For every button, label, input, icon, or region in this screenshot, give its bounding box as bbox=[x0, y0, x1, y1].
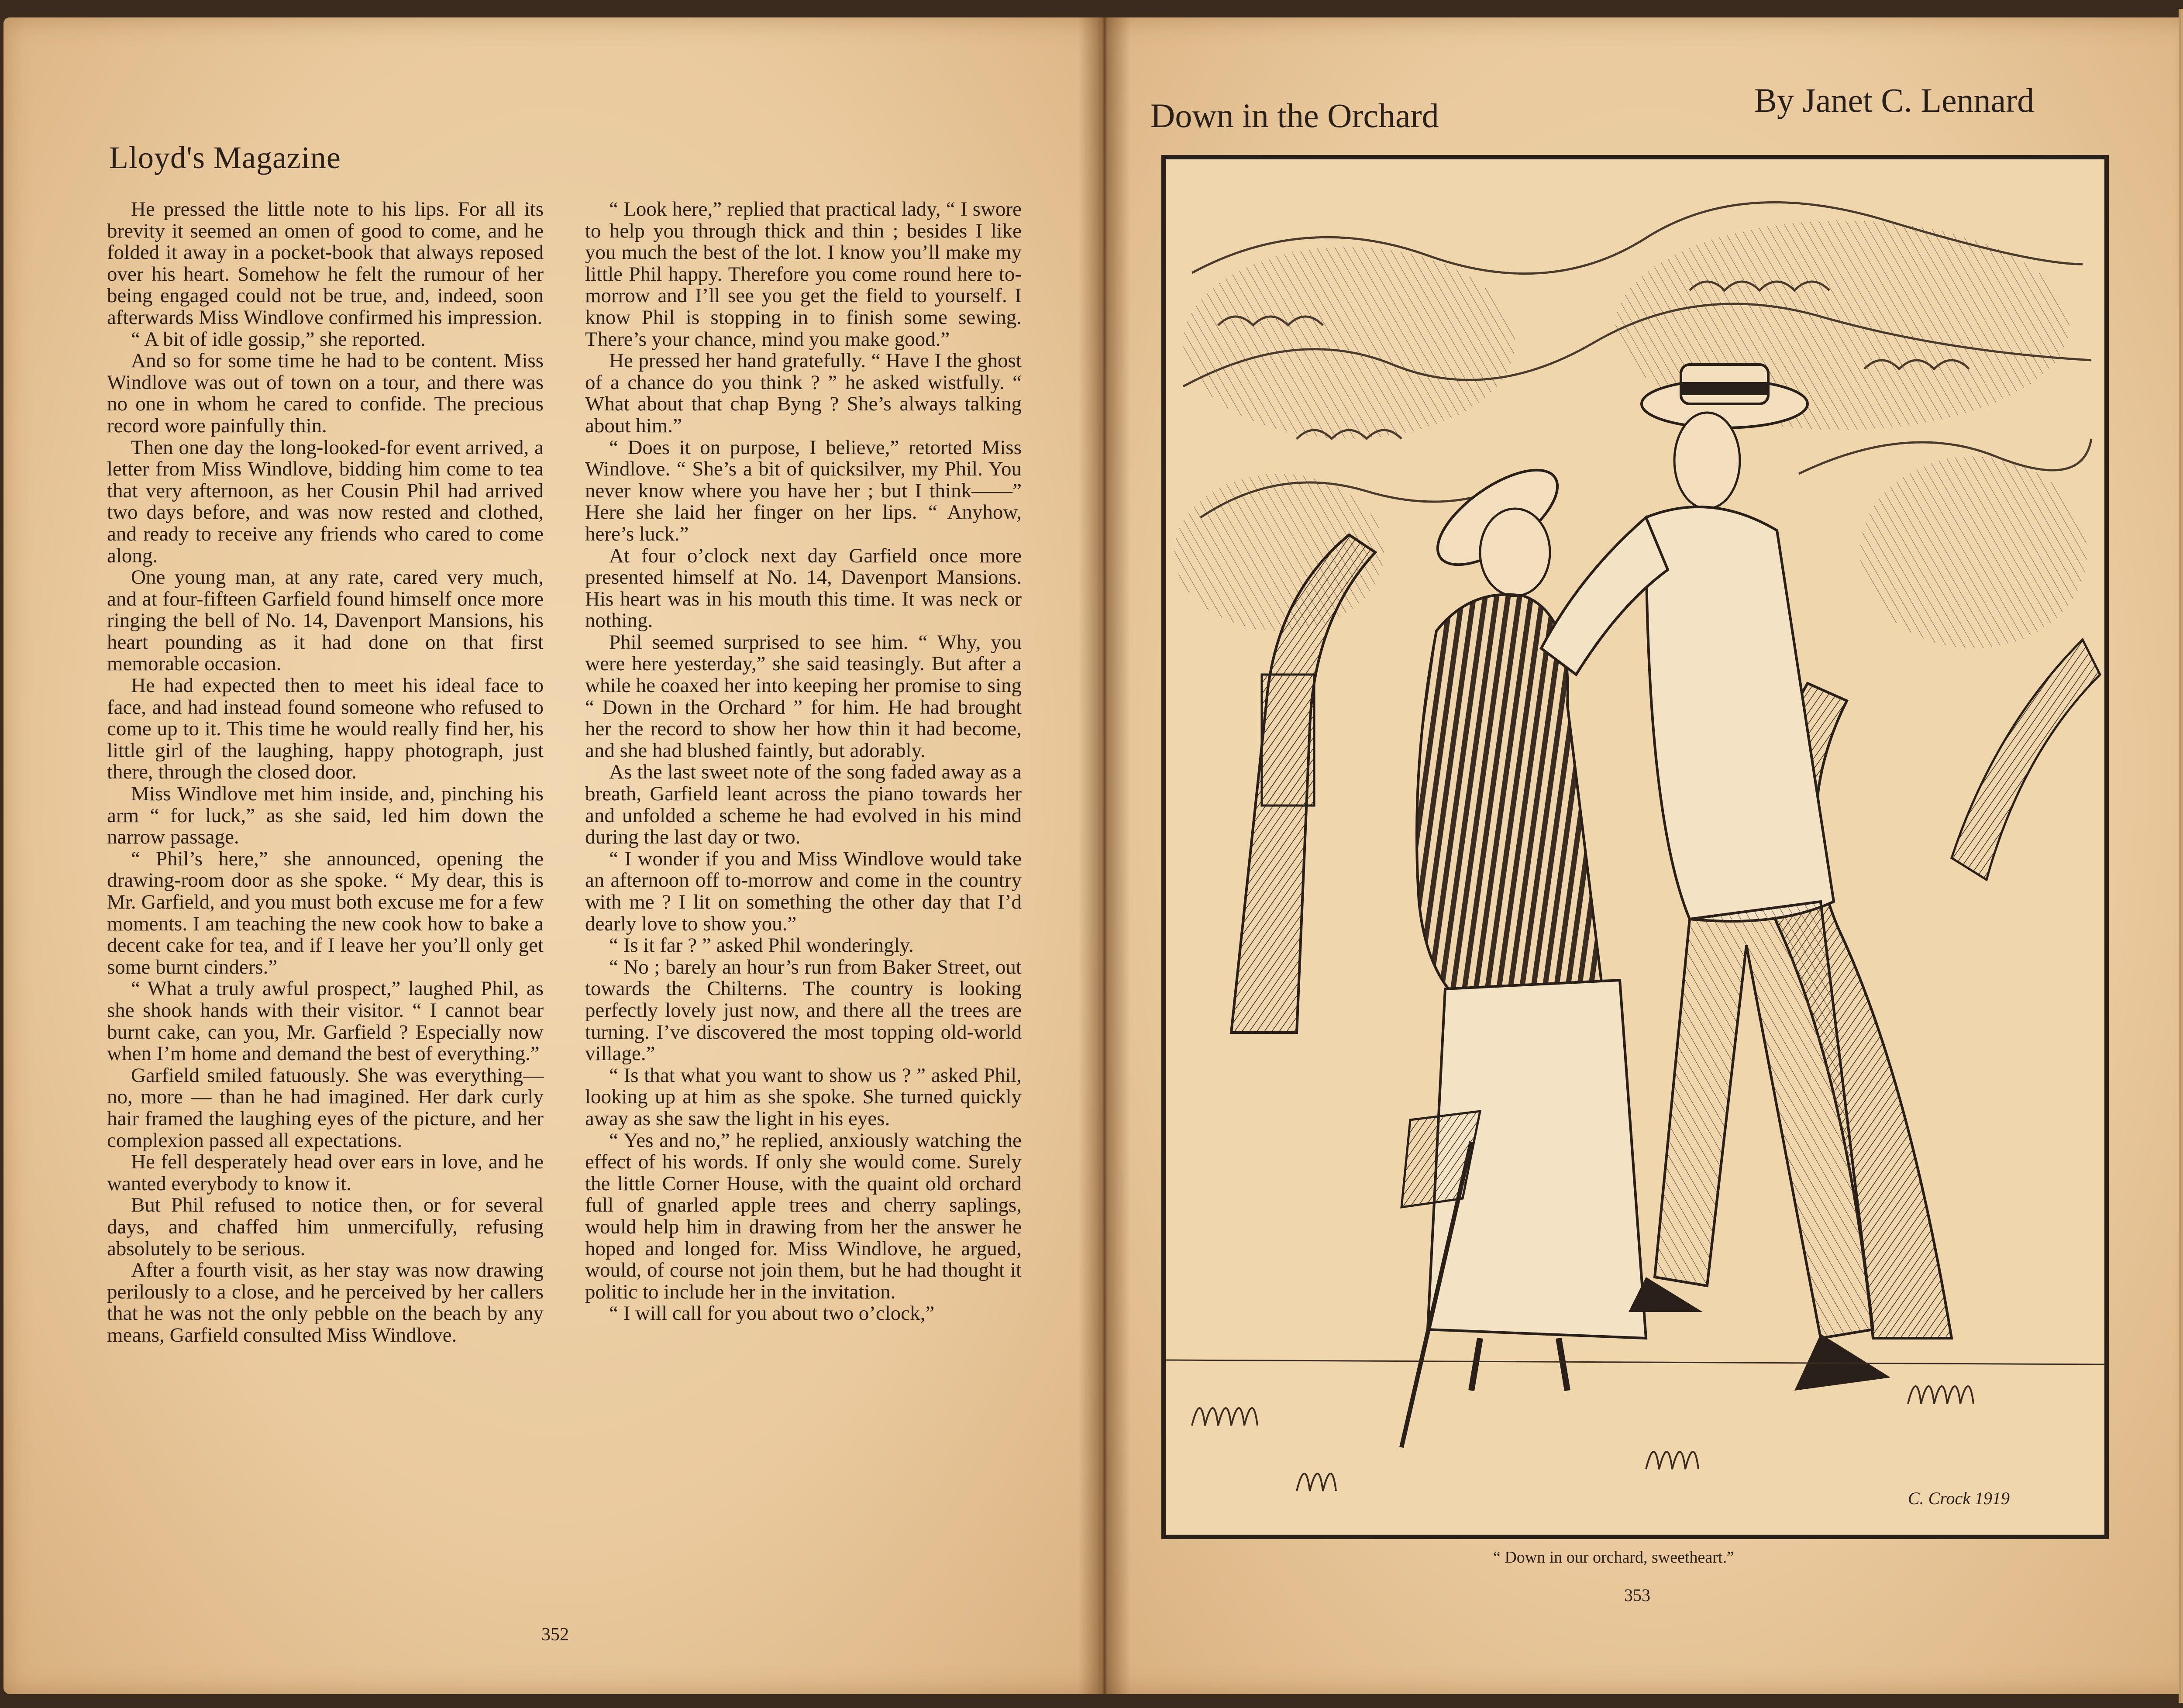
paragraph: He pressed her hand gratefully. “ Have I the ghost of a chance do you think ? ” he asked wistfully. “ What about that chap Byng ? She’s always talking about him.” bbox=[585, 349, 1022, 437]
paragraph: Miss Windlove met him inside, and, pinching his arm “ for luck,” as she said, led him down the narrow passage. bbox=[107, 782, 544, 849]
paragraph: Phil seemed surprised to see him. “ Why, you were here yesterday,” she said teasingly. But after a while he coaxed her into keeping her promise to sing “ Down in the Orchard ” for him. He had brought her the record to show her how thin it had become, and she had blushed faintly, but adorably. bbox=[585, 630, 1022, 762]
paragraph: “ Is that what you want to show us ? ” asked Phil, looking up at him as she spoke. She turned quickly away as she saw the light in his eyes. bbox=[585, 1064, 1022, 1130]
paragraph: But Phil refused to notice then, or for several days, and chaffed him unmercifully, refusing absolutely to be serious. bbox=[107, 1194, 544, 1260]
page-edges bbox=[2179, 9, 2183, 1703]
artist-signature: C. Crock 1919 bbox=[1908, 1488, 2010, 1508]
paragraph: One young man, at any rate, cared very much, and at four-fifteen Garfield found himself once more ringing the bell of No. 14, Davenport Mansions, his heart pounding as it had done on that first memorable occasion. bbox=[107, 566, 544, 675]
paragraph: He fell desperately head over ears in love, and he wanted everybody to know it. bbox=[107, 1150, 544, 1195]
paragraph: “ Does it on purpose, I believe,” retorted Miss Windlove. “ She’s a bit of quicksilver, my Phil. You never know where you have her ; but I think——” Here she laid her finger on her lips. “ Anyhow, here’s luck.” bbox=[585, 436, 1022, 545]
paragraph: And so for some time he had to be content. Miss Windlove was out of town on a tour, and there was no one in whom he cared to confide. The precious record wore painfully thin. bbox=[107, 349, 544, 437]
paragraph: As the last sweet note of the song faded away as a breath, Garfield leant across the piano towards her and unfolded a scheme he had evolved in his mind during the last day or two. bbox=[585, 761, 1022, 849]
text-column-right bbox=[585, 199, 1022, 1325]
illustration-caption: “ Down in our orchard, sweetheart.” bbox=[1493, 1548, 1734, 1567]
paragraph: “ Phil’s here,” she announced, opening the drawing-room door as she spoke. “ My dear, this is Mr. Garfield, and you must both excuse me for a few moments. I am teaching the new cook how to bake a decent cake for tea, and if I leave her you’ll only get some burnt cinders.” bbox=[107, 847, 544, 978]
page-number-left: 352 bbox=[541, 1625, 569, 1645]
paragraph: Garfield smiled fatuously. She was everything—no, more — than he had imagined. Her dark curly hair framed the laughing eyes of the picture, and her complexion passed all expectations. bbox=[107, 1064, 544, 1152]
paragraph: At four o’clock next day Garfield once more presented himself at No. 14, Davenport Mansions. His heart was in his mouth this time. It was neck or nothing. bbox=[585, 544, 1022, 632]
paragraph: Then one day the long-looked-for event arrived, a letter from Miss Windlove, bidding him come to tea that very afternoon, as her Cousin Phil had arrived two days before, and was now rested and clothed, and ready to receive any friends who cared to come along. bbox=[107, 436, 544, 567]
paragraph: “ Yes and no,” he replied, anxiously watching the effect of his words. If only she would come. Surely the little Corner House, with the quaint old orchard full of gnarled apple trees and cherry saplings, would help him in drawing from her the answer he hoped and longed for. Miss Windlove, he argued, would, of course not join them, but he had thought it politic to include her in the invitation. bbox=[585, 1129, 1022, 1303]
running-head-left: Lloyd's Magazine bbox=[109, 140, 341, 175]
page-number-right: 353 bbox=[1624, 1585, 1650, 1605]
paragraph: “ What a truly awful prospect,” laughed Phil, as she shook hands with their visitor. “ I cannot bear burnt cake, can you, Mr. Garfield ? Especially now when I’m home and demand the best of everything.” bbox=[107, 977, 544, 1065]
paragraph: “ No ; barely an hour’s run from Baker Street, out towards the Chilterns. The country is looking perfectly lovely just now, and there all the trees are turning. I’ve discovered the most topping old-world village.” bbox=[585, 955, 1022, 1065]
story-title: Down in the Orchard bbox=[1150, 96, 1439, 134]
paragraph: He had expected then to meet his ideal face to face, and had instead found someone who refused to come up to it. This time he would really find her, his little girl of the laughing, happy photograph, just there, through the closed door. bbox=[107, 674, 544, 784]
paragraph: He pressed the little note to his lips. For all its brevity it seemed an omen of good to come, and he folded it away in a pocket-book that always reposed over his heart. Somehow he felt the rumour of her being engaged could not be true, and, indeed, soon afterwards Miss Windlove confirmed his impression. bbox=[107, 198, 544, 329]
text-column-left bbox=[107, 199, 544, 1346]
paragraph: “ I will call for you about two o’clock,” bbox=[609, 1302, 935, 1325]
book-gutter bbox=[1078, 17, 1131, 1694]
paragraph: “ A bit of idle gossip,” she reported. bbox=[131, 327, 426, 351]
illustration-frame bbox=[1161, 155, 2109, 1539]
paragraph: After a fourth visit, as her stay was now drawing perilously to a close, and he perceived by her callers that he was not the only pebble on the beach by any means, Garfield consulted Miss Windlove. bbox=[107, 1259, 544, 1346]
orchard-illustration bbox=[1166, 159, 2104, 1535]
paragraph: “ Look here,” replied that practical lady, “ I swore to help you through thick and thin ; besides I like you much the best of the lot. I know you’ll make my little Phil happy. Therefore you come round here to-morrow and I’ll see you get the field to yourself. I know Phil is stopping in to finish some sewing. There’s your chance, mind you make good.” bbox=[585, 198, 1022, 351]
paragraph: “ I wonder if you and Miss Windlove would take an afternoon off to-morrow and come in the country with me ? I lit on something the other day that I’d dearly love to show you.” bbox=[585, 847, 1022, 935]
orchard-gate bbox=[1262, 675, 1314, 806]
paragraph: “ Is it far ? ” asked Phil wonderingly. bbox=[609, 934, 914, 957]
byline: By Janet C. Lennard bbox=[1754, 81, 2035, 119]
